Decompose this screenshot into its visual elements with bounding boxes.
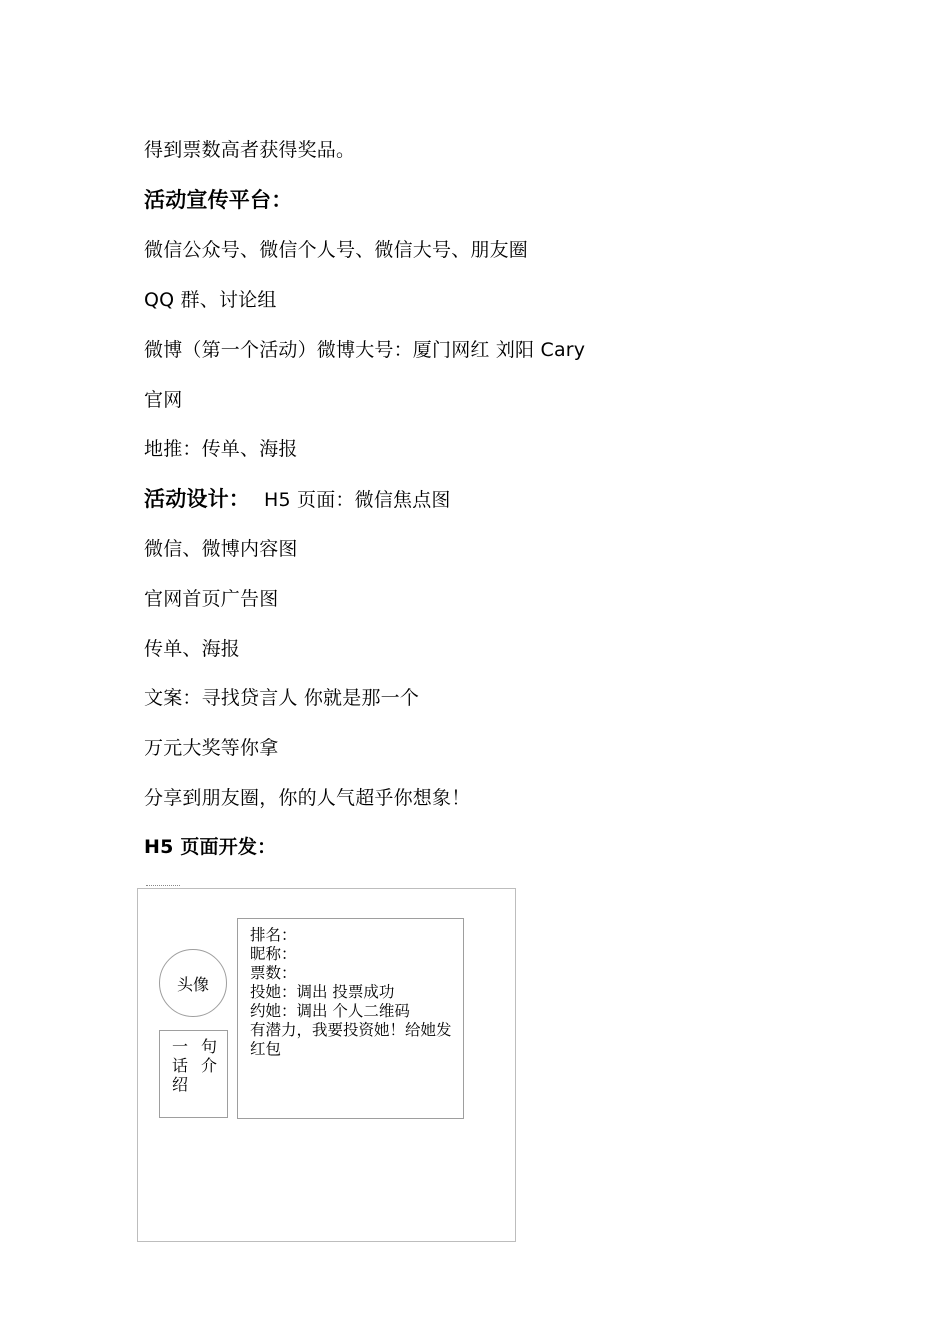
info-votes: 票数：: [250, 964, 297, 982]
avatar-placeholder: [159, 949, 227, 1017]
text-line-offline-promo: 地推：传单、海报: [144, 438, 298, 460]
clipped-text-remnant: [146, 880, 180, 888]
text-line-qq-groups: QQ 群、讨论组: [144, 289, 277, 311]
info-vote-action: 投她：调出 投票成功: [250, 983, 395, 1001]
h5-page-focus-image: H5 页面：微信焦点图: [264, 489, 451, 511]
info-nickname: 昵称：: [250, 945, 297, 963]
text-line-homepage-banner: 官网首页广告图: [144, 588, 279, 610]
info-date-action: 约她：调出 个人二维码: [250, 1002, 410, 1020]
intro-label: 一句话介绍: [172, 1037, 217, 1094]
text-line-weibo: 微博（第一个活动）微博大号：厦门网红 刘阳 Cary: [144, 339, 586, 361]
text-line-content-images: 微信、微博内容图: [144, 538, 298, 560]
info-rank: 排名：: [250, 926, 297, 944]
text-line-share-slogan: 分享到朋友圈，你的人气超乎你想象！: [144, 787, 471, 809]
text-line-copywriting: 文案：寻找贷言人 你就是那一个: [144, 687, 420, 709]
heading-activity-design: [144, 487, 451, 512]
text-line-prize: 得到票数高者获得奖品。: [144, 139, 356, 161]
heading-h5-development: H5 页面开发：: [144, 836, 277, 858]
avatar-label: 头像: [176, 974, 209, 994]
text-line-official-site: 官网: [144, 389, 183, 411]
text-line-wechat-channels: 微信公众号、微信个人号、微信大号、朋友圈: [144, 239, 529, 261]
text-line-flyers: 传单、海报: [144, 638, 241, 660]
profile-info-box: [237, 918, 464, 1119]
info-invest-action: 有潜力，我要投资她！给她发红包: [250, 1021, 452, 1058]
text-line-prize-slogan: 万元大奖等你拿: [144, 737, 279, 759]
heading-promotion-platforms: 活动宣传平台：: [144, 188, 293, 212]
intro-box: [159, 1030, 228, 1118]
heading-activity-design-label: 活动设计：: [144, 487, 250, 511]
